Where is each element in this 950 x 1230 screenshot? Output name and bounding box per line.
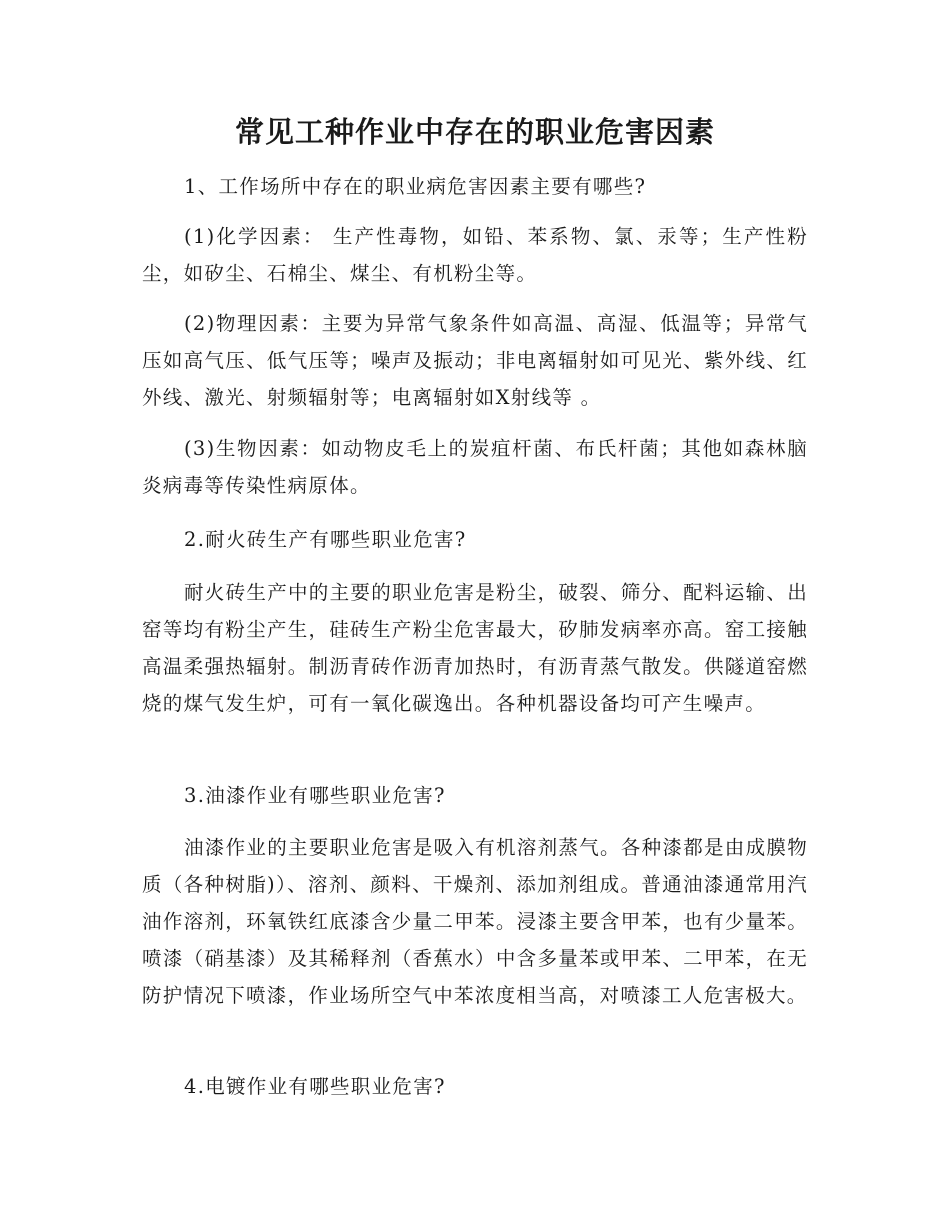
painting-work-paragraph: 油漆作业的主要职业危害是吸入有机溶剂蒸气。各种漆都是由成膜物质（各种树脂)）、溶剂、颜料、干燥剂、添加剂组成。普通油漆通常用汽油作溶剂，环氧铁红底漆含少量二甲苯。浸漆主要含甲苯，也有少量苯。喷漆（硝基漆）及其稀释剂（香蕉水）中含多量苯或甲苯、二甲苯，在无防护情况下喷漆，作业场所空气中苯浓度相当高，对喷漆工人危害极大。 (142, 836, 809, 1007)
biological-factors-paragraph: (3)生物因素：如动物皮毛上的炭疽杆菌、布氏杆菌；其他如森林脑炎病毒等传染性病原体。 (142, 437, 808, 497)
document-title: 常见工种作业中存在的职业危害因素 (234, 115, 715, 149)
question-4-heading: 4.电镀作业有哪些职业危害? (184, 1075, 446, 1098)
physical-factors-paragraph: (2)物理因素：主要为异常气象条件如高温、高湿、低温等；异常气压如高气压、低气压等；噪声及振动；非电离辐射如可见光、紫外线、红外线、激光、射频辐射等；电离辐射如X射线等 。 (142, 312, 808, 409)
refractory-brick-paragraph: 耐火砖生产中的主要的职业危害是粉尘，破裂、筛分、配料运输、出窑等均有粉尘产生，硅砖生产粉尘危害最大，矽肺发病率亦高。窑工接触高温柔强热辐射。制沥青砖作沥青加热时，有沥青蒸气散发。供隧道窑燃烧的煤气发生炉，可有一氧化碳逸出。各种机器设备均可产生噪声。 (142, 581, 809, 715)
question-1-heading: 1、工作场所中存在的职业病危害因素主要有哪些? (184, 175, 647, 198)
question-2-heading: 2.耐火砖生产有哪些职业危害? (184, 528, 467, 551)
chemical-factors-paragraph: (1)化学因素： 生产性毒物，如铅、苯系物、氯、汞等；生产性粉尘，如矽尘、石棉尘、煤尘、有机粉尘等。 (142, 225, 808, 285)
question-3-heading: 3.油漆作业有哪些职业危害? (184, 784, 446, 807)
